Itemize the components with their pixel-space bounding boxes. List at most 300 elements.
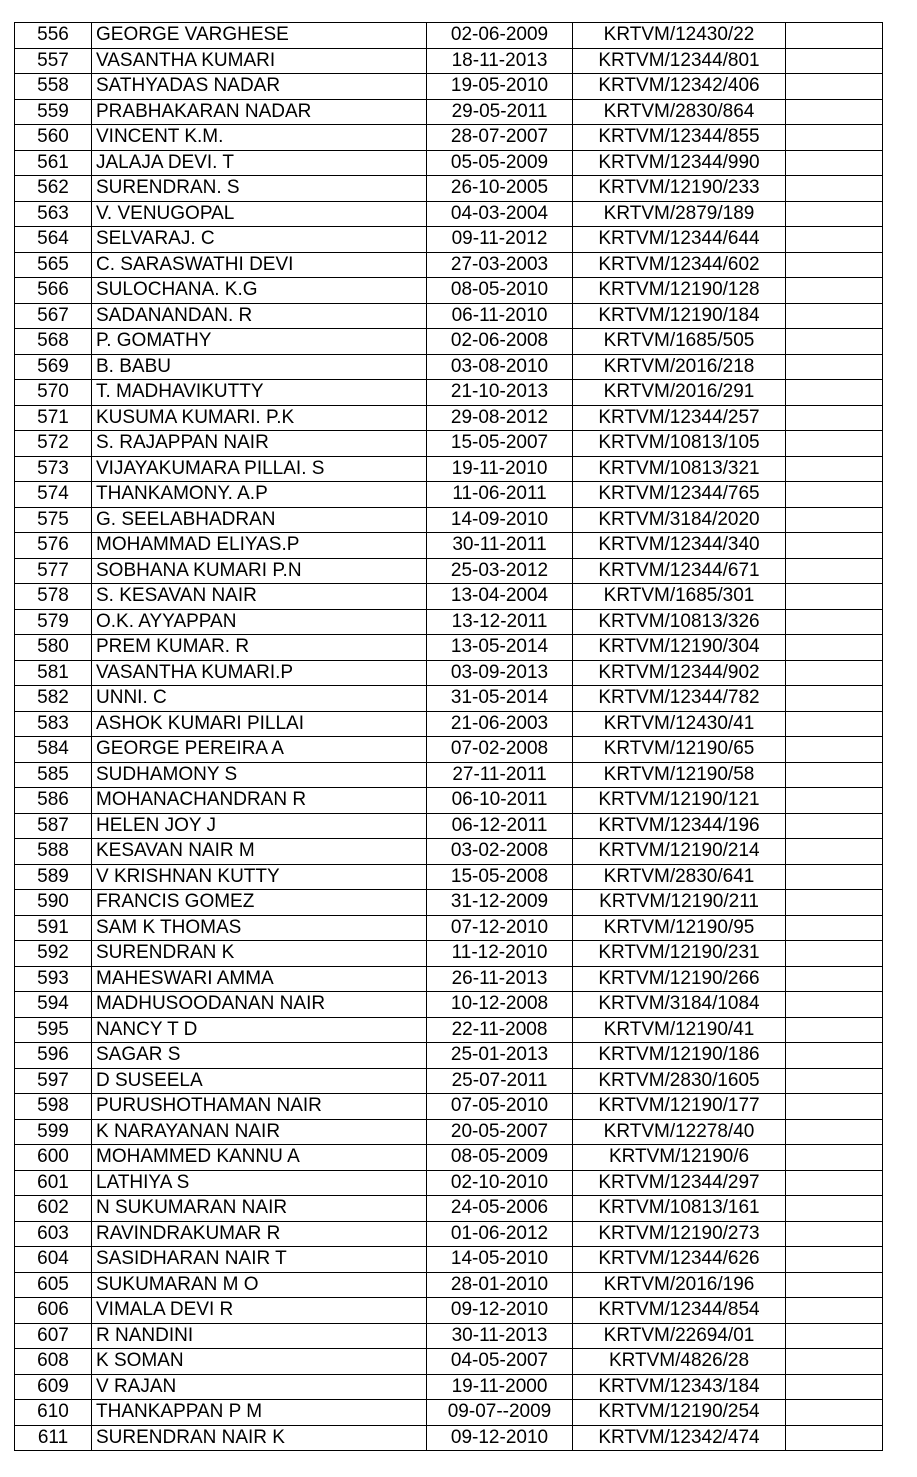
date-cell: 06-10-2011 [427, 788, 573, 814]
table-row [15, 711, 883, 737]
remarks-cell [786, 1043, 883, 1069]
table-row [15, 1017, 883, 1043]
remarks-cell [786, 1017, 883, 1043]
name-cell: UNNI. C [92, 686, 427, 712]
date-cell: 27-03-2003 [427, 252, 573, 278]
remarks-cell [786, 915, 883, 941]
records-table-body [15, 23, 883, 1451]
serial-number-cell: 599 [15, 1119, 92, 1145]
date-cell: 27-11-2011 [427, 762, 573, 788]
table-row [15, 278, 883, 304]
registration-number-cell: KRTVM/12430/41 [573, 711, 786, 737]
name-cell: PRABHAKARAN NADAR [92, 99, 427, 125]
registration-number-cell: KRTVM/12190/177 [573, 1094, 786, 1120]
registration-number-cell: KRTVM/12190/266 [573, 966, 786, 992]
table-row [15, 941, 883, 967]
table-row [15, 1043, 883, 1069]
date-cell: 25-07-2011 [427, 1068, 573, 1094]
name-cell: FRANCIS GOMEZ [92, 890, 427, 916]
name-cell: V RAJAN [92, 1374, 427, 1400]
serial-number-cell: 578 [15, 584, 92, 610]
serial-number-cell: 575 [15, 507, 92, 533]
registration-number-cell: KRTVM/12343/184 [573, 1374, 786, 1400]
remarks-cell [786, 1221, 883, 1247]
registration-number-cell: KRTVM/10813/326 [573, 609, 786, 635]
table-row [15, 252, 883, 278]
name-cell: V. VENUGOPAL [92, 201, 427, 227]
date-cell: 29-05-2011 [427, 99, 573, 125]
date-cell: 26-11-2013 [427, 966, 573, 992]
table-row [15, 1425, 883, 1451]
name-cell: SOBHANA KUMARI P.N [92, 558, 427, 584]
remarks-cell [786, 176, 883, 202]
date-cell: 18-11-2013 [427, 48, 573, 74]
table-row [15, 23, 883, 49]
remarks-cell [786, 99, 883, 125]
date-cell: 03-08-2010 [427, 354, 573, 380]
remarks-cell [786, 941, 883, 967]
table-row [15, 1323, 883, 1349]
date-cell: 09-07--2009 [427, 1400, 573, 1426]
remarks-cell [786, 890, 883, 916]
name-cell: P. GOMATHY [92, 329, 427, 355]
serial-number-cell: 562 [15, 176, 92, 202]
serial-number-cell: 587 [15, 813, 92, 839]
table-row [15, 201, 883, 227]
remarks-cell [786, 686, 883, 712]
name-cell: S. RAJAPPAN NAIR [92, 431, 427, 457]
date-cell: 22-11-2008 [427, 1017, 573, 1043]
date-cell: 07-02-2008 [427, 737, 573, 763]
date-cell: 01-06-2012 [427, 1221, 573, 1247]
registration-number-cell: KRTVM/12278/40 [573, 1119, 786, 1145]
date-cell: 14-05-2010 [427, 1247, 573, 1273]
date-cell: 24-05-2006 [427, 1196, 573, 1222]
date-cell: 05-05-2009 [427, 150, 573, 176]
serial-number-cell: 594 [15, 992, 92, 1018]
date-cell: 04-05-2007 [427, 1349, 573, 1375]
serial-number-cell: 585 [15, 762, 92, 788]
date-cell: 30-11-2011 [427, 533, 573, 559]
serial-number-cell: 586 [15, 788, 92, 814]
registration-number-cell: KRTVM/1685/505 [573, 329, 786, 355]
remarks-cell [786, 711, 883, 737]
table-row [15, 48, 883, 74]
registration-number-cell: KRTVM/12344/297 [573, 1170, 786, 1196]
remarks-cell [786, 380, 883, 406]
date-cell: 08-05-2009 [427, 1145, 573, 1171]
remarks-cell [786, 125, 883, 151]
name-cell: PURUSHOTHAMAN NAIR [92, 1094, 427, 1120]
remarks-cell [786, 456, 883, 482]
remarks-cell [786, 1425, 883, 1451]
serial-number-cell: 590 [15, 890, 92, 916]
name-cell: N SUKUMARAN NAIR [92, 1196, 427, 1222]
name-cell: ASHOK KUMARI PILLAI [92, 711, 427, 737]
name-cell: MAHESWARI AMMA [92, 966, 427, 992]
date-cell: 19-11-2010 [427, 456, 573, 482]
serial-number-cell: 597 [15, 1068, 92, 1094]
date-cell: 06-12-2011 [427, 813, 573, 839]
table-row [15, 99, 883, 125]
date-cell: 11-06-2011 [427, 482, 573, 508]
name-cell: SAGAR S [92, 1043, 427, 1069]
registration-number-cell: KRTVM/2016/291 [573, 380, 786, 406]
remarks-cell [786, 1094, 883, 1120]
registration-number-cell: KRTVM/2016/218 [573, 354, 786, 380]
table-row [15, 74, 883, 100]
name-cell: SUDHAMONY S [92, 762, 427, 788]
serial-number-cell: 567 [15, 303, 92, 329]
registration-number-cell: KRTVM/2830/1605 [573, 1068, 786, 1094]
date-cell: 19-11-2000 [427, 1374, 573, 1400]
remarks-cell [786, 1068, 883, 1094]
registration-number-cell: KRTVM/12190/65 [573, 737, 786, 763]
table-row [15, 1094, 883, 1120]
serial-number-cell: 581 [15, 660, 92, 686]
date-cell: 14-09-2010 [427, 507, 573, 533]
registration-number-cell: KRTVM/10813/105 [573, 431, 786, 457]
date-cell: 09-11-2012 [427, 227, 573, 253]
serial-number-cell: 607 [15, 1323, 92, 1349]
name-cell: SURENDRAN NAIR K [92, 1425, 427, 1451]
serial-number-cell: 556 [15, 23, 92, 49]
date-cell: 13-05-2014 [427, 635, 573, 661]
name-cell: SATHYADAS NADAR [92, 74, 427, 100]
table-row [15, 737, 883, 763]
table-row [15, 125, 883, 151]
name-cell: MOHAMMED KANNU A [92, 1145, 427, 1171]
registration-number-cell: KRTVM/12190/186 [573, 1043, 786, 1069]
serial-number-cell: 598 [15, 1094, 92, 1120]
remarks-cell [786, 635, 883, 661]
remarks-cell [786, 354, 883, 380]
serial-number-cell: 601 [15, 1170, 92, 1196]
serial-number-cell: 571 [15, 405, 92, 431]
name-cell: GEORGE VARGHESE [92, 23, 427, 49]
table-row [15, 762, 883, 788]
table-row [15, 329, 883, 355]
remarks-cell [786, 48, 883, 74]
registration-number-cell: KRTVM/12190/231 [573, 941, 786, 967]
date-cell: 29-08-2012 [427, 405, 573, 431]
registration-number-cell: KRTVM/12190/128 [573, 278, 786, 304]
remarks-cell [786, 788, 883, 814]
date-cell: 19-05-2010 [427, 74, 573, 100]
table-row [15, 839, 883, 865]
registration-number-cell: KRTVM/12190/95 [573, 915, 786, 941]
registration-number-cell: KRTVM/12190/211 [573, 890, 786, 916]
table-row [15, 992, 883, 1018]
table-row [15, 533, 883, 559]
name-cell: THANKAMONY. A.P [92, 482, 427, 508]
remarks-cell [786, 150, 883, 176]
remarks-cell [786, 1374, 883, 1400]
registration-number-cell: KRTVM/12344/902 [573, 660, 786, 686]
date-cell: 04-03-2004 [427, 201, 573, 227]
date-cell: 25-03-2012 [427, 558, 573, 584]
serial-number-cell: 589 [15, 864, 92, 890]
date-cell: 20-05-2007 [427, 1119, 573, 1145]
registration-number-cell: KRTVM/12190/58 [573, 762, 786, 788]
remarks-cell [786, 660, 883, 686]
name-cell: PREM KUMAR. R [92, 635, 427, 661]
table-row [15, 482, 883, 508]
table-row [15, 1349, 883, 1375]
serial-number-cell: 584 [15, 737, 92, 763]
registration-number-cell: KRTVM/12344/990 [573, 150, 786, 176]
registration-number-cell: KRTVM/12190/41 [573, 1017, 786, 1043]
date-cell: 31-12-2009 [427, 890, 573, 916]
remarks-cell [786, 431, 883, 457]
date-cell: 09-12-2010 [427, 1425, 573, 1451]
registration-number-cell: KRTVM/3184/2020 [573, 507, 786, 533]
registration-number-cell: KRTVM/1685/301 [573, 584, 786, 610]
table-row [15, 1170, 883, 1196]
date-cell: 13-04-2004 [427, 584, 573, 610]
table-row [15, 1374, 883, 1400]
serial-number-cell: 557 [15, 48, 92, 74]
serial-number-cell: 572 [15, 431, 92, 457]
serial-number-cell: 603 [15, 1221, 92, 1247]
name-cell: VIJAYAKUMARA PILLAI. S [92, 456, 427, 482]
serial-number-cell: 576 [15, 533, 92, 559]
registration-number-cell: KRTVM/2016/196 [573, 1272, 786, 1298]
registration-number-cell: KRTVM/12344/257 [573, 405, 786, 431]
table-row [15, 584, 883, 610]
table-row [15, 788, 883, 814]
table-row [15, 227, 883, 253]
name-cell: SURENDRAN. S [92, 176, 427, 202]
date-cell: 21-06-2003 [427, 711, 573, 737]
registration-number-cell: KRTVM/12342/406 [573, 74, 786, 100]
serial-number-cell: 566 [15, 278, 92, 304]
registration-number-cell: KRTVM/12190/233 [573, 176, 786, 202]
remarks-cell [786, 23, 883, 49]
table-row [15, 609, 883, 635]
table-row [15, 1298, 883, 1324]
name-cell: SADANANDAN. R [92, 303, 427, 329]
remarks-cell [786, 966, 883, 992]
serial-number-cell: 610 [15, 1400, 92, 1426]
registration-number-cell: KRTVM/12344/782 [573, 686, 786, 712]
table-row [15, 890, 883, 916]
date-cell: 28-01-2010 [427, 1272, 573, 1298]
table-row [15, 966, 883, 992]
remarks-cell [786, 813, 883, 839]
name-cell: D SUSEELA [92, 1068, 427, 1094]
table-row [15, 1221, 883, 1247]
remarks-cell [786, 1119, 883, 1145]
remarks-cell [786, 278, 883, 304]
serial-number-cell: 580 [15, 635, 92, 661]
date-cell: 02-10-2010 [427, 1170, 573, 1196]
table-row [15, 558, 883, 584]
serial-number-cell: 588 [15, 839, 92, 865]
name-cell: LATHIYA S [92, 1170, 427, 1196]
table-row [15, 1272, 883, 1298]
registration-number-cell: KRTVM/12190/254 [573, 1400, 786, 1426]
registration-number-cell: KRTVM/2879/189 [573, 201, 786, 227]
remarks-cell [786, 1196, 883, 1222]
remarks-cell [786, 584, 883, 610]
registration-number-cell: KRTVM/12190/121 [573, 788, 786, 814]
date-cell: 06-11-2010 [427, 303, 573, 329]
remarks-cell [786, 839, 883, 865]
date-cell: 08-05-2010 [427, 278, 573, 304]
registration-number-cell: KRTVM/3184/1084 [573, 992, 786, 1018]
remarks-cell [786, 227, 883, 253]
serial-number-cell: 564 [15, 227, 92, 253]
remarks-cell [786, 201, 883, 227]
remarks-cell [786, 558, 883, 584]
table-row [15, 380, 883, 406]
serial-number-cell: 569 [15, 354, 92, 380]
date-cell: 02-06-2009 [427, 23, 573, 49]
registration-number-cell: KRTVM/12190/304 [573, 635, 786, 661]
remarks-cell [786, 1298, 883, 1324]
registration-number-cell: KRTVM/12344/340 [573, 533, 786, 559]
name-cell: S. KESAVAN NAIR [92, 584, 427, 610]
name-cell: MOHANACHANDRAN R [92, 788, 427, 814]
name-cell: HELEN JOY J [92, 813, 427, 839]
name-cell: JALAJA DEVI. T [92, 150, 427, 176]
remarks-cell [786, 1323, 883, 1349]
remarks-cell [786, 609, 883, 635]
records-table [14, 22, 883, 1451]
remarks-cell [786, 252, 883, 278]
name-cell: SURENDRAN K [92, 941, 427, 967]
date-cell: 10-12-2008 [427, 992, 573, 1018]
remarks-cell [786, 992, 883, 1018]
serial-number-cell: 559 [15, 99, 92, 125]
registration-number-cell: KRTVM/12344/602 [573, 252, 786, 278]
registration-number-cell: KRTVM/4826/28 [573, 1349, 786, 1375]
serial-number-cell: 573 [15, 456, 92, 482]
registration-number-cell: KRTVM/2830/864 [573, 99, 786, 125]
remarks-cell [786, 303, 883, 329]
registration-number-cell: KRTVM/10813/161 [573, 1196, 786, 1222]
date-cell: 30-11-2013 [427, 1323, 573, 1349]
date-cell: 25-01-2013 [427, 1043, 573, 1069]
serial-number-cell: 604 [15, 1247, 92, 1273]
serial-number-cell: 579 [15, 609, 92, 635]
registration-number-cell: KRTVM/12430/22 [573, 23, 786, 49]
table-row [15, 303, 883, 329]
table-row [15, 1196, 883, 1222]
serial-number-cell: 582 [15, 686, 92, 712]
serial-number-cell: 596 [15, 1043, 92, 1069]
name-cell: MOHAMMAD ELIYAS.P [92, 533, 427, 559]
remarks-cell [786, 1349, 883, 1375]
date-cell: 31-05-2014 [427, 686, 573, 712]
registration-number-cell: KRTVM/12344/801 [573, 48, 786, 74]
serial-number-cell: 574 [15, 482, 92, 508]
serial-number-cell: 570 [15, 380, 92, 406]
serial-number-cell: 600 [15, 1145, 92, 1171]
remarks-cell [786, 1170, 883, 1196]
name-cell: MADHUSOODANAN NAIR [92, 992, 427, 1018]
serial-number-cell: 560 [15, 125, 92, 151]
serial-number-cell: 577 [15, 558, 92, 584]
name-cell: NANCY T D [92, 1017, 427, 1043]
date-cell: 15-05-2007 [427, 431, 573, 457]
remarks-cell [786, 737, 883, 763]
name-cell: SULOCHANA. K.G [92, 278, 427, 304]
registration-number-cell: KRTVM/12344/854 [573, 1298, 786, 1324]
serial-number-cell: 609 [15, 1374, 92, 1400]
remarks-cell [786, 762, 883, 788]
registration-number-cell: KRTVM/12342/474 [573, 1425, 786, 1451]
name-cell: VASANTHA KUMARI [92, 48, 427, 74]
table-row [15, 660, 883, 686]
name-cell: G. SEELABHADRAN [92, 507, 427, 533]
serial-number-cell: 606 [15, 1298, 92, 1324]
name-cell: SELVARAJ. C [92, 227, 427, 253]
table-row [15, 431, 883, 457]
table-row [15, 813, 883, 839]
table-row [15, 1400, 883, 1426]
remarks-cell [786, 507, 883, 533]
table-row [15, 1068, 883, 1094]
registration-number-cell: KRTVM/12344/671 [573, 558, 786, 584]
registration-number-cell: KRTVM/2830/641 [573, 864, 786, 890]
serial-number-cell: 591 [15, 915, 92, 941]
table-row [15, 456, 883, 482]
registration-number-cell: KRTVM/12190/184 [573, 303, 786, 329]
name-cell: VIMALA DEVI R [92, 1298, 427, 1324]
name-cell: VINCENT K.M. [92, 125, 427, 151]
serial-number-cell: 593 [15, 966, 92, 992]
date-cell: 15-05-2008 [427, 864, 573, 890]
serial-number-cell: 611 [15, 1425, 92, 1451]
remarks-cell [786, 74, 883, 100]
name-cell: O.K. AYYAPPAN [92, 609, 427, 635]
table-row [15, 176, 883, 202]
name-cell: R NANDINI [92, 1323, 427, 1349]
name-cell: THANKAPPAN P M [92, 1400, 427, 1426]
date-cell: 07-12-2010 [427, 915, 573, 941]
name-cell: T. MADHAVIKUTTY [92, 380, 427, 406]
name-cell: SUKUMARAN M O [92, 1272, 427, 1298]
serial-number-cell: 568 [15, 329, 92, 355]
registration-number-cell: KRTVM/12344/855 [573, 125, 786, 151]
date-cell: 03-09-2013 [427, 660, 573, 686]
serial-number-cell: 583 [15, 711, 92, 737]
serial-number-cell: 592 [15, 941, 92, 967]
table-row [15, 354, 883, 380]
registration-number-cell: KRTVM/12190/6 [573, 1145, 786, 1171]
name-cell: K NARAYANAN NAIR [92, 1119, 427, 1145]
table-row [15, 686, 883, 712]
table-row [15, 635, 883, 661]
name-cell: VASANTHA KUMARI.P [92, 660, 427, 686]
serial-number-cell: 565 [15, 252, 92, 278]
remarks-cell [786, 405, 883, 431]
name-cell: B. BABU [92, 354, 427, 380]
registration-number-cell: KRTVM/12344/626 [573, 1247, 786, 1273]
date-cell: 21-10-2013 [427, 380, 573, 406]
table-row [15, 864, 883, 890]
date-cell: 07-05-2010 [427, 1094, 573, 1120]
name-cell: K SOMAN [92, 1349, 427, 1375]
registration-number-cell: KRTVM/12190/273 [573, 1221, 786, 1247]
registration-number-cell: KRTVM/12344/765 [573, 482, 786, 508]
remarks-cell [786, 864, 883, 890]
name-cell: KESAVAN NAIR M [92, 839, 427, 865]
remarks-cell [786, 1145, 883, 1171]
serial-number-cell: 595 [15, 1017, 92, 1043]
